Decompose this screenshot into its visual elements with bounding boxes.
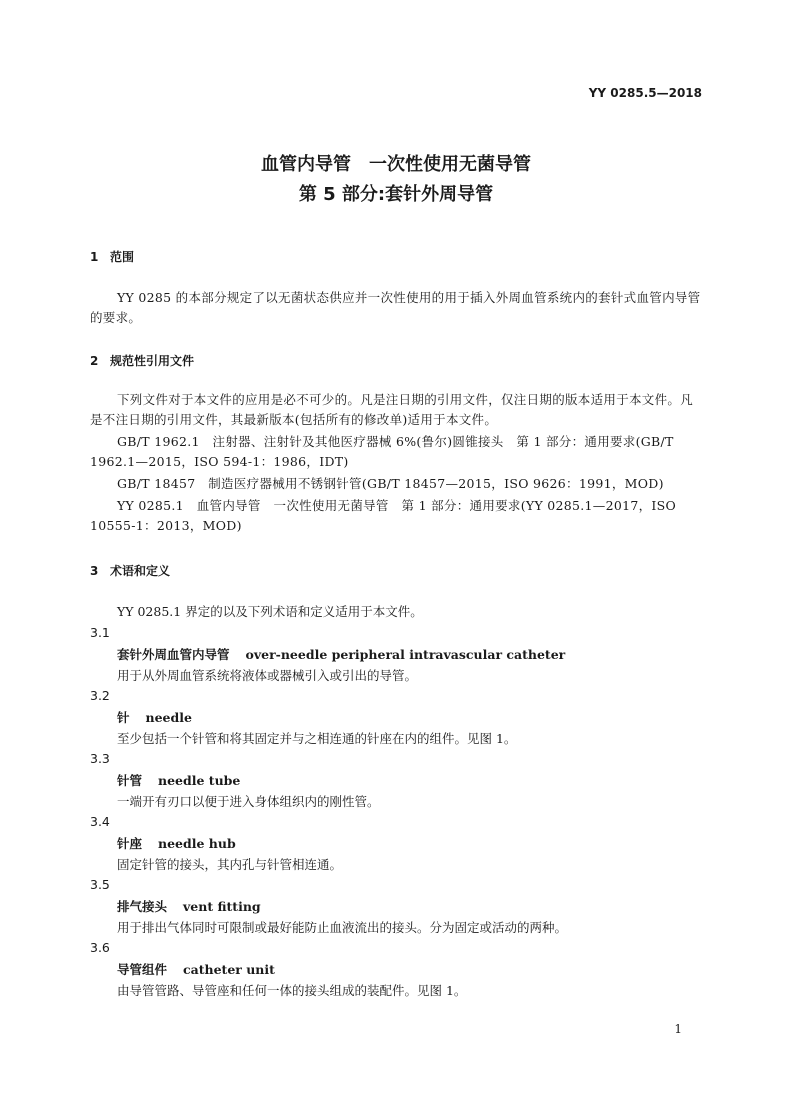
reference-gbt-1962-1: GB/T 1962.1 注射器、注射针及其他医疗器械 6%(鲁尔)圆锥接头 第 1 部分：通用要求(GB/T 1962.1—2015，ISO 594-1：1986，IDT): [90, 434, 674, 469]
term-zh: 排气接头: [117, 899, 168, 914]
term-en: over-needle peripheral intravascular catheter: [245, 647, 566, 662]
term-definition: 至少包括一个针管和将其固定并与之相连通的针座在内的组件。见图 1。: [117, 731, 517, 746]
document-title-line1: 血管内导管 一次性使用无菌导管: [261, 154, 531, 175]
term-number: 3.1: [90, 625, 110, 640]
term-heading: [117, 960, 275, 978]
section-1-heading: [90, 248, 134, 265]
document-title-line2: 第 5 部分:套针外周导管: [298, 184, 494, 205]
reference-gbt-18457: GB/T 18457 制造医疗器械用不锈钢针管(GB/T 18457—2015，ISO 9626：1991，MOD): [117, 476, 664, 491]
term-definition: 用于排出气体同时可限制或最好能防止血液流出的接头。分为固定或活动的两种。: [117, 920, 568, 935]
term-number: 3.6: [90, 940, 110, 955]
term-number: 3.2: [90, 688, 110, 703]
term-heading: [117, 771, 240, 789]
term-zh: 针座: [117, 836, 143, 851]
term-en: needle tube: [158, 773, 241, 788]
term-zh: 导管组件: [117, 962, 168, 977]
section-title: 术语和定义: [110, 564, 171, 578]
term-number: 3.4: [90, 814, 110, 829]
section-number: 3: [90, 564, 99, 578]
section-2-heading: [90, 352, 194, 369]
section-number: 1: [90, 250, 99, 264]
term-zh: 针: [117, 710, 130, 725]
term-heading: [117, 834, 236, 852]
page-number: 1: [674, 1022, 682, 1036]
term-definition: 一端开有刃口以便于进入身体组织内的刚性管。: [117, 794, 380, 809]
scope-paragraph: YY 0285 的本部分规定了以无菌状态供应并一次性使用的用于插入外周血管系统内的套针式血管内导管的要求。: [90, 290, 701, 325]
term-heading: [117, 645, 565, 663]
term-heading: [117, 708, 192, 726]
section-3-heading: [90, 562, 170, 579]
section-number: 2: [90, 354, 99, 368]
term-number: 3.3: [90, 751, 110, 766]
term-zh: 针管: [117, 773, 143, 788]
section-title: 范围: [110, 250, 135, 264]
term-zh: 套针外周血管内导管: [117, 647, 230, 662]
term-definition: 由导管管路、导管座和任何一体的接头组成的装配件。见图 1。: [117, 983, 467, 998]
reference-yy-0285-1: YY 0285.1 血管内导管 一次性使用无菌导管 第 1 部分：通用要求(YY 0285.1—2017，ISO 10555-1：2013，MOD): [90, 498, 677, 533]
term-definition: 用于从外周血管系统将液体或器械引入或引出的导管。: [117, 668, 418, 683]
term-number: 3.5: [90, 877, 110, 892]
section-title: 规范性引用文件: [110, 354, 195, 368]
term-en: needle hub: [158, 836, 236, 851]
references-intro: 下列文件对于本文件的应用是必不可少的。凡是注日期的引用文件，仅注日期的版本适用于本文件。凡是不注日期的引用文件，其最新版本(包括所有的修改单)适用于本文件。: [90, 392, 694, 427]
terms-intro: YY 0285.1 界定的以及下列术语和定义适用于本文件。: [117, 604, 423, 619]
standard-number: YY 0285.5—2018: [588, 86, 702, 100]
term-definition: 固定针管的接头，其内孔与针管相连通。: [117, 857, 343, 872]
term-heading: [117, 897, 261, 915]
term-en: needle: [145, 710, 192, 725]
term-en: vent fitting: [183, 899, 261, 914]
term-en: catheter unit: [183, 962, 275, 977]
